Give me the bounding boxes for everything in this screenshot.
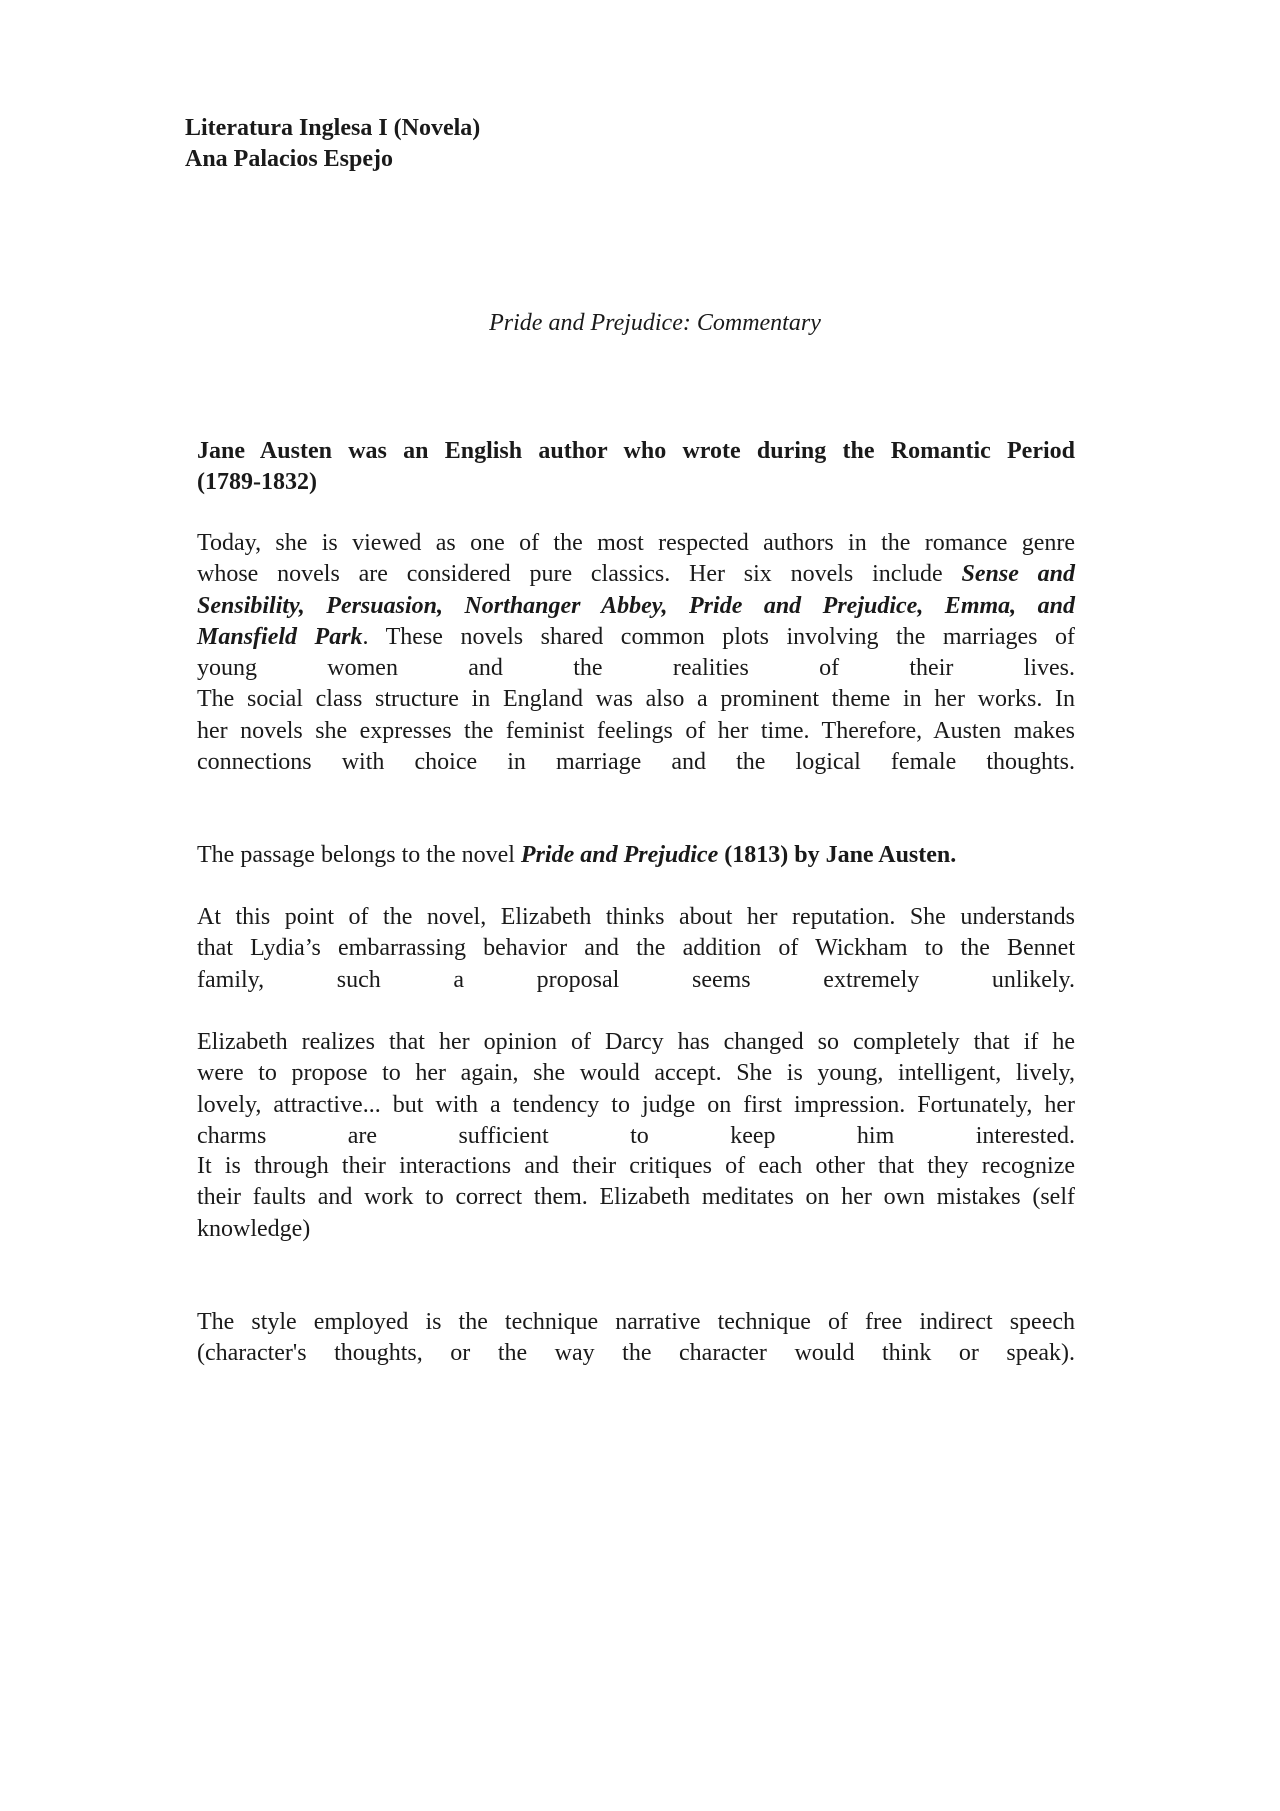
paragraph-line: (character's thoughts, or the way the character would think or speak). bbox=[197, 1340, 1075, 1367]
lead-line: Jane Austen was an English author who wrote during the Romantic Period bbox=[197, 438, 1075, 464]
novel-title: Mansfield Park bbox=[197, 623, 363, 650]
course-name: Literatura Inglesa I (Novela) bbox=[185, 115, 481, 141]
paragraph-line: knowledge) bbox=[197, 1215, 311, 1242]
document-header bbox=[185, 113, 480, 175]
paragraph-darcy-opinion bbox=[197, 1027, 1075, 1152]
novel-titles-line: Sensibility, Persuasion, Northanger Abbey, Pride and Prejudice, Emma, and bbox=[197, 592, 1075, 619]
paragraph-line: her novels she expresses the feminist feelings of her time. Therefore, Austen makes bbox=[197, 717, 1075, 744]
paragraph-line: The style employed is the technique narrative technique of free indirect speech bbox=[197, 1309, 1075, 1335]
line-text: . These novels shared common plots involving the marriages of bbox=[362, 623, 1075, 650]
publication-info: (1813) by Jane Austen. bbox=[718, 842, 957, 868]
paragraph-line: Elizabeth realizes that her opinion of Darcy has changed so completely that if he bbox=[197, 1029, 1075, 1055]
paragraph-austen-novels bbox=[197, 528, 1075, 778]
paragraph-line bbox=[197, 622, 1075, 653]
author-name: Ana Palacios Espejo bbox=[185, 146, 394, 172]
paragraph-line: lovely, attractive... but with a tendency to judge on first impression. Fortunately, her bbox=[197, 1091, 1075, 1118]
paragraph-line bbox=[197, 840, 1075, 871]
line-text: whose novels are considered pure classics. Her six novels include bbox=[197, 561, 962, 588]
paragraph-style bbox=[197, 1307, 1075, 1370]
paragraph-line: were to propose to her again, she would accept. She is young, intelligent, lively, bbox=[197, 1060, 1075, 1087]
paragraph-line: It is through their interactions and their critiques of each other that they recognize bbox=[197, 1153, 1075, 1179]
paragraph-line: family, such a proposal seems extremely unlikely. bbox=[197, 966, 1075, 993]
paragraph-interactions bbox=[197, 1151, 1075, 1245]
paragraph-reputation bbox=[197, 902, 1075, 996]
paragraph-line: their faults and work to correct them. Elizabeth meditates on her own mistakes (self bbox=[197, 1184, 1075, 1211]
lead-paragraph bbox=[197, 436, 1075, 499]
paragraph-passage-source bbox=[197, 840, 1075, 871]
lead-line: (1789-1832) bbox=[197, 469, 317, 496]
paragraph-line bbox=[197, 559, 1075, 590]
novel-title: Sense and bbox=[961, 561, 1076, 588]
paragraph-line: charms are sufficient to keep him interested. bbox=[197, 1122, 1075, 1149]
novel-title: Pride and Prejudice bbox=[520, 842, 719, 868]
paragraph-line: Today, she is viewed as one of the most respected authors in the romance genre bbox=[197, 530, 1075, 556]
paragraph-line: young women and the realities of their lives. bbox=[197, 655, 1075, 682]
line-text: The passage belongs to the novel bbox=[197, 842, 521, 868]
paragraph-line: that Lydia’s embarrassing behavior and the addition of Wickham to the Bennet bbox=[197, 935, 1075, 962]
paragraph-line: The social class structure in England was also a prominent theme in her works. In bbox=[197, 686, 1075, 713]
document-title: Pride and Prejudice: Commentary bbox=[489, 310, 821, 336]
paragraph-line: At this point of the novel, Elizabeth thinks about her reputation. She understands bbox=[197, 904, 1075, 930]
paragraph-line: connections with choice in marriage and the logical female thoughts. bbox=[197, 749, 1075, 776]
